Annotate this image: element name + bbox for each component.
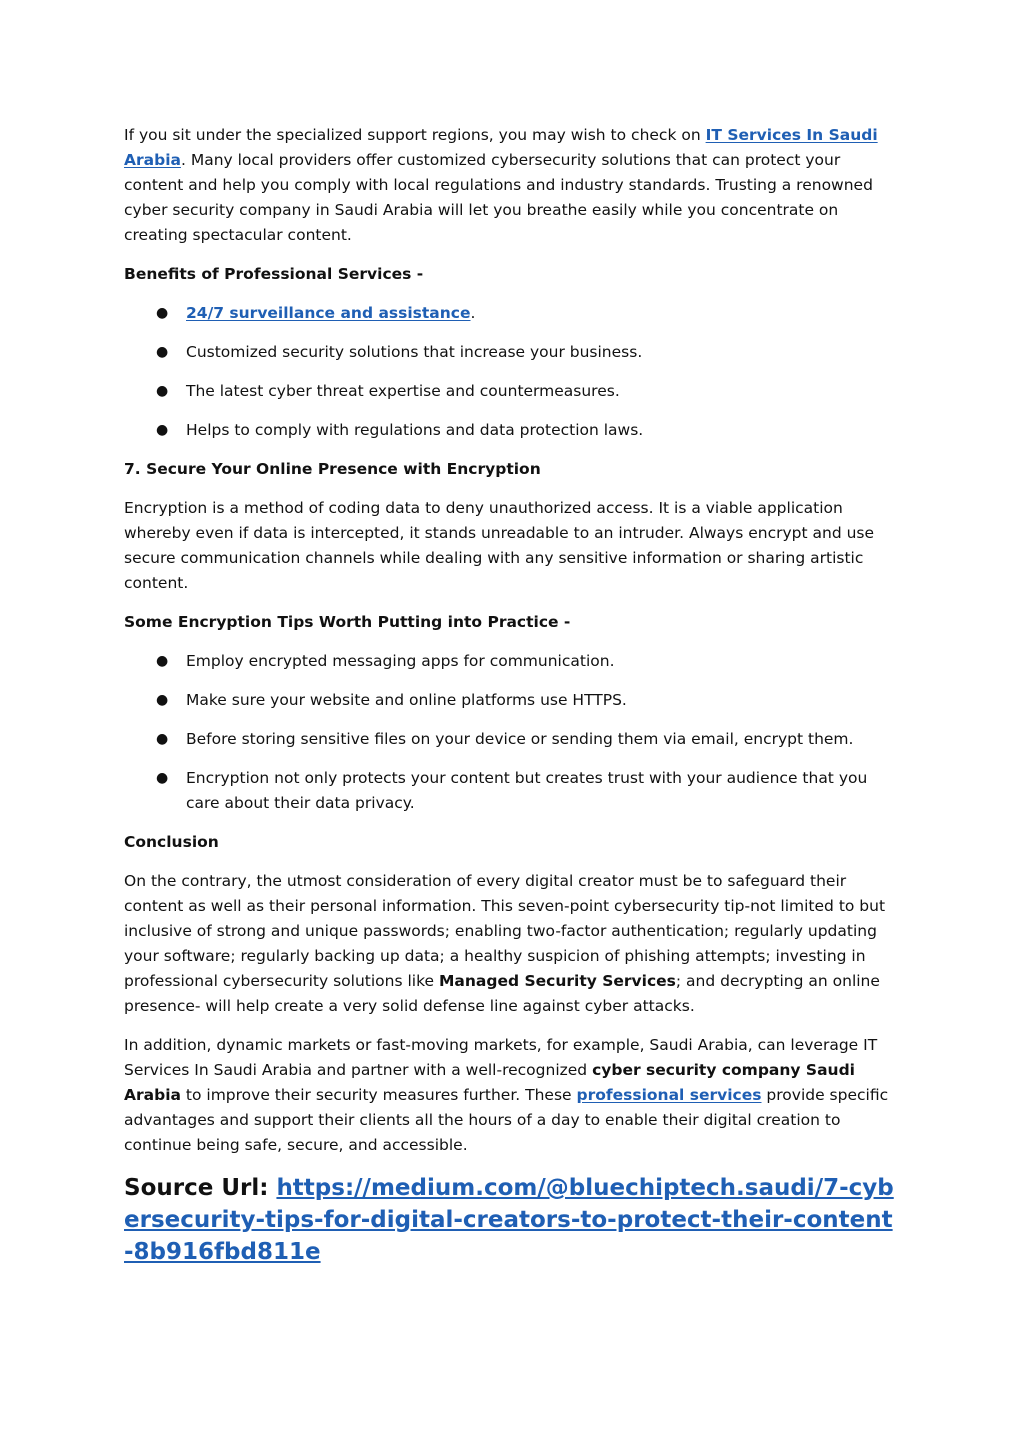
source-label: Source Url: [124, 1175, 277, 1201]
list-item [124, 688, 902, 713]
encryption-paragraph: Encryption is a method of coding data to deny unauthorized access. It is a viable application whereby even if data is intercepted, it stands unreadable to an intruder. Always encrypt and use secure communication channels while dealing with any sensitive information or sharing artistic content. [124, 499, 875, 592]
bullet-icon: ● [156, 305, 169, 321]
conclusion-text: On the contrary, the utmost consideration of every digital creator must be to safeguard their content as well as their personal information. This seven-point cybersecurity tip-not limited to but inclusive of strong and unique passwords; enabling two-factor authentication; regularly updating your software; regularly backing up data; a healthy suspicion of phishing attempts; investing in professional cybersecurity solutions like [124, 872, 886, 990]
benefits-heading: Benefits of Professional Services - [124, 265, 424, 283]
surveillance-link[interactable]: 24/7 surveillance and assistance [186, 304, 471, 322]
conclusion-paragraph-2 [124, 1033, 902, 1158]
bullet-icon: ● [156, 692, 169, 708]
professional-services-link[interactable]: professional services [576, 1086, 762, 1104]
list-item [124, 766, 902, 816]
list-item [124, 649, 902, 674]
list-item-tail: . [470, 304, 476, 322]
intro-text-cont: . Many local providers offer customized cybersecurity solutions that can protect your content and help you comply with local regulations and industry standards. Trusting a renowned cyber security company in Saudi Arabia will let you breathe easily while you concentrate on creating spectacular content. [124, 151, 873, 244]
list-item-text: Before storing sensitive files on your device or sending them via email, encrypt them. [186, 730, 854, 748]
bullet-icon: ● [156, 344, 169, 360]
conclusion-text: In addition, dynamic markets or fast-moving markets, for example, Saudi Arabia, can leverage IT Services In Saudi Arabia and partner with a well-recognized [124, 1036, 878, 1079]
encryption-heading: 7. Secure Your Online Presence with Encryption [124, 460, 541, 478]
bullet-icon: ● [156, 731, 169, 747]
list-item [124, 379, 902, 404]
bullet-icon: ● [156, 422, 169, 438]
list-item [124, 418, 902, 443]
source-link[interactable]: https://medium.com/@bluechiptech.saudi/7-cybersecurity-tips-for-digital-creators-to-protect-their-content-8b916fbd811e [124, 1175, 894, 1265]
list-item [124, 340, 902, 365]
encryption-tips-heading: Some Encryption Tips Worth Putting into Practice - [124, 613, 571, 631]
conclusion-text-end: provide specific advantages and support their clients all the hours of a day to enable their digital creation to continue being safe, secure, and accessible. [124, 1086, 889, 1154]
list-item-text: Make sure your website and online platforms use HTTPS. [186, 691, 627, 709]
encryption-tips-list [124, 649, 902, 816]
bullet-icon: ● [156, 653, 169, 669]
it-services-link[interactable]: IT Services In Saudi Arabia [124, 126, 878, 169]
benefits-list [124, 301, 902, 443]
conclusion-heading: Conclusion [124, 833, 219, 851]
source-url [124, 1172, 902, 1268]
bullet-icon: ● [156, 770, 169, 786]
list-item-text: The latest cyber threat expertise and countermeasures. [186, 382, 620, 400]
conclusion-paragraph-1 [124, 869, 902, 1019]
managed-security-services-bold: Managed Security Services [438, 972, 676, 990]
list-item-text: Encryption not only protects your content but creates trust with your audience that you care about their data privacy. [186, 769, 868, 812]
cyber-security-company-bold: cyber security company Saudi Arabia [124, 1061, 855, 1104]
conclusion-text-cont: ; and decrypting an online presence- will help create a very solid defense line against cyber attacks. [124, 972, 880, 1015]
intro-paragraph [124, 123, 902, 248]
document-page [124, 123, 902, 1268]
list-item-text: Customized security solutions that increase your business. [186, 343, 643, 361]
bullet-icon: ● [156, 383, 169, 399]
list-item-text: Helps to comply with regulations and data protection laws. [186, 421, 644, 439]
list-item [124, 301, 902, 326]
intro-text: If you sit under the specialized support regions, you may wish to check on [124, 126, 706, 144]
list-item [124, 727, 902, 752]
conclusion-text-cont: to improve their security measures further. These [180, 1086, 577, 1104]
list-item-text: Employ encrypted messaging apps for communication. [186, 652, 615, 670]
